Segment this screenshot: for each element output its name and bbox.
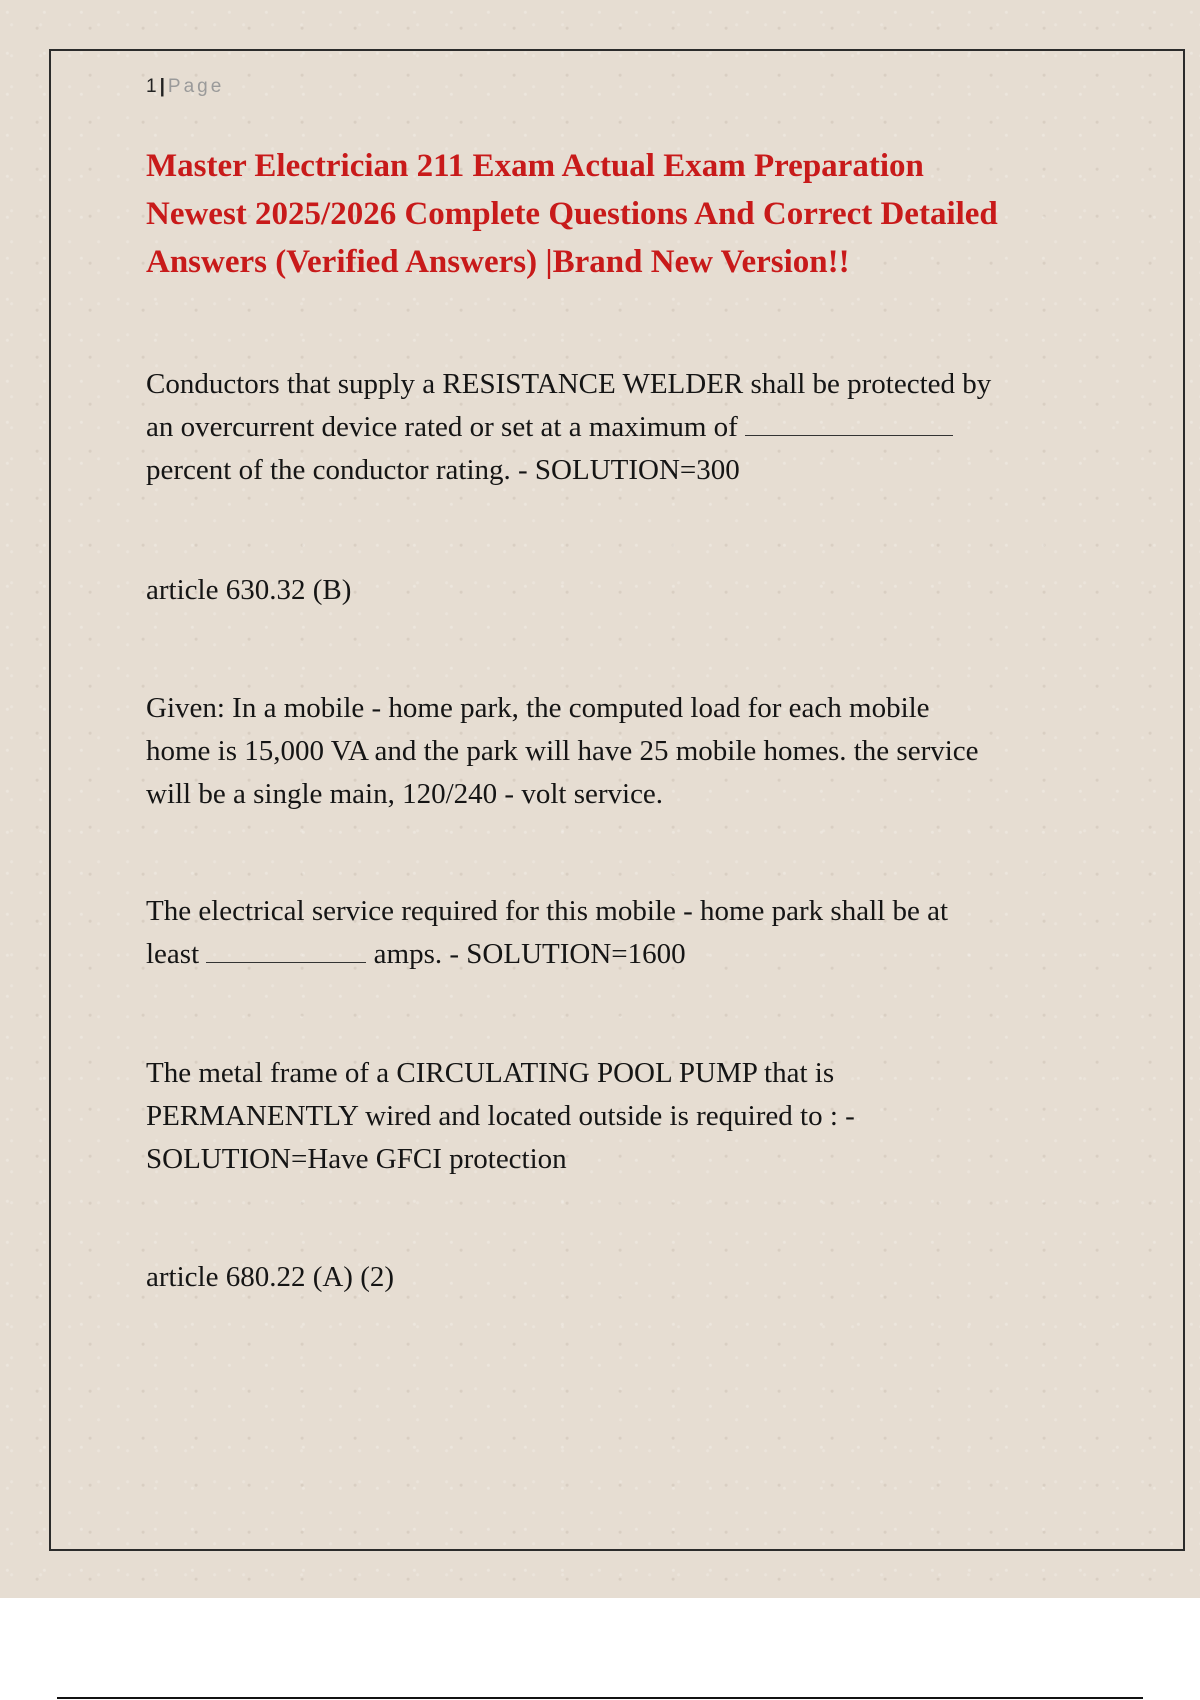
question-mobile-home-service — [146, 890, 1106, 976]
page-number — [146, 76, 224, 98]
given-mobile-home-park — [146, 687, 1106, 816]
q3-line-1: The metal frame of a CIRCULATING POOL PUMP that is — [146, 1057, 835, 1089]
title-line-3: Answers (Verified Answers) |Brand New Version!! — [146, 244, 850, 280]
q1-line-2: an overcurrent device rated or set at a maximum of — [146, 411, 738, 443]
document-title — [146, 142, 1106, 286]
q3-line-3: SOLUTION=Have GFCI protection — [146, 1143, 567, 1175]
q2-line-2-end: amps. - SOLUTION=1600 — [373, 938, 686, 970]
question-pool-pump — [146, 1052, 1106, 1181]
answer-blank — [745, 409, 953, 436]
question-resistance-welder — [146, 363, 1106, 492]
title-line-2: Newest 2025/2026 Complete Questions And Correct Detailed — [146, 196, 998, 232]
given-line-1: Given: In a mobile - home park, the computed load for each mobile — [146, 692, 930, 724]
title-line-1: Master Electrician 211 Exam Actual Exam Preparation — [146, 148, 924, 184]
page-number-label: Page — [167, 76, 225, 97]
q2-line-1: The electrical service required for this mobile - home park shall be at — [146, 895, 949, 927]
footer-divider — [57, 1697, 1143, 1699]
reference-article-630: article 630.32 (B) — [146, 574, 352, 606]
given-line-3: will be a single main, 120/240 - volt service. — [146, 778, 664, 810]
q1-line-1: Conductors that supply a RESISTANCE WELDER shall be protected by — [146, 368, 992, 400]
answer-blank — [206, 936, 366, 963]
page-number-value: 1 — [146, 76, 157, 97]
given-line-2: home is 15,000 VA and the park will have 25 mobile homes. the service — [146, 735, 979, 767]
q1-line-3: percent of the conductor rating. - SOLUTION=300 — [146, 454, 740, 486]
page-number-separator: | — [159, 76, 165, 97]
q3-line-2: PERMANENTLY wired and located outside is required to : - — [146, 1100, 855, 1132]
reference-article-680: article 680.22 (A) (2) — [146, 1261, 395, 1293]
q2-line-2-start: least — [146, 938, 200, 970]
